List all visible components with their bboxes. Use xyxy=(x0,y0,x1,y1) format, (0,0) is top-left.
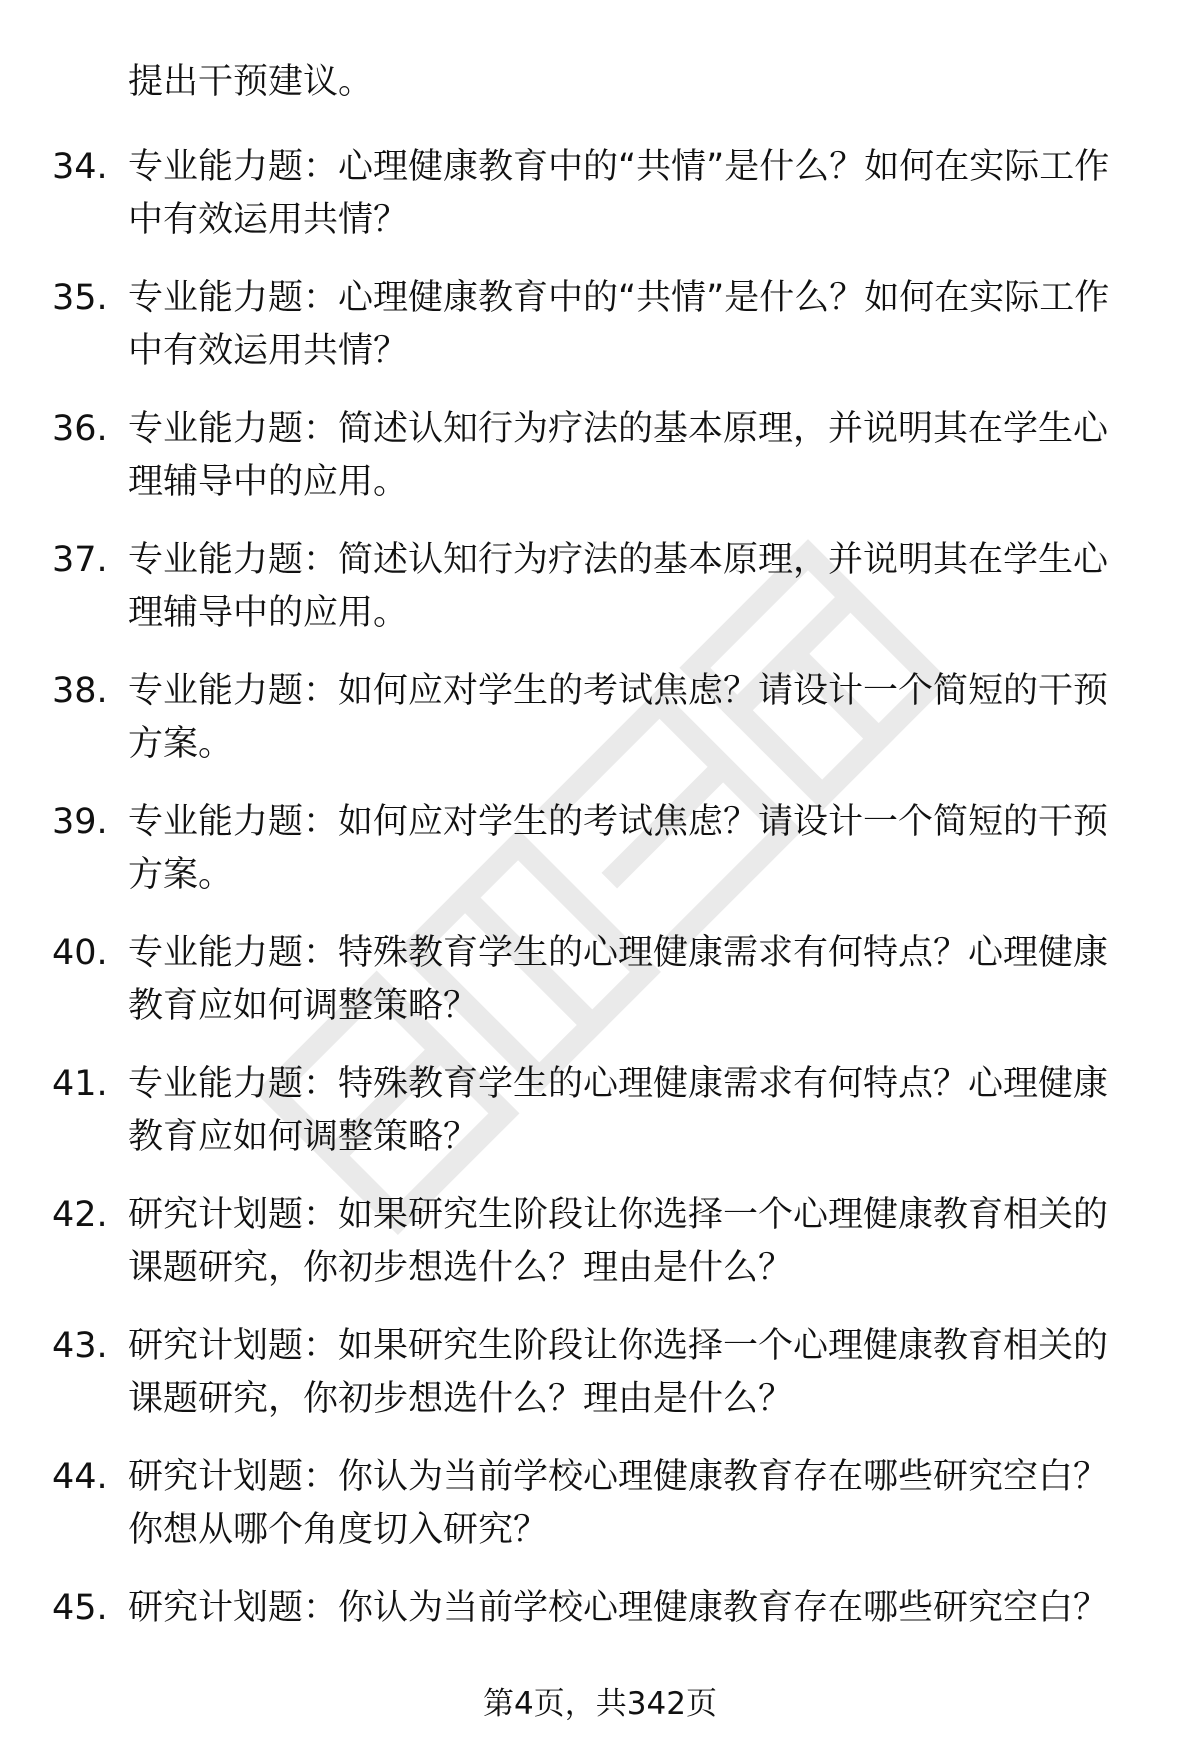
question-text: 专业能力题：简述认知行为疗法的基本原理，并说明其在学生心理辅导中的应用。 xyxy=(128,409,1109,502)
question-number: 40. xyxy=(52,933,108,973)
question-text: 专业能力题：心理健康教育中的“共情”是什么？如何在实际工作中有效运用共情？ xyxy=(128,147,1110,240)
question-text: 研究计划题：如果研究生阶段让你选择一个心理健康教育相关的课题研究，你初步想选什么？理由是什么？ xyxy=(128,1195,1109,1288)
question-number: 34. xyxy=(52,147,108,187)
question-number: 35. xyxy=(52,278,108,318)
list-item xyxy=(0,272,1200,403)
question-number: 39. xyxy=(52,802,108,842)
list-item xyxy=(0,796,1200,927)
question-number: 36. xyxy=(52,409,108,449)
question-number: 37. xyxy=(52,540,108,580)
question-number: 43. xyxy=(52,1326,108,1366)
continuation-text: 提出干预建议。 xyxy=(128,62,374,102)
question-number: 45. xyxy=(52,1588,108,1628)
list-item xyxy=(0,1320,1200,1451)
list-item xyxy=(0,1058,1200,1189)
question-number: 42. xyxy=(52,1195,108,1235)
list-item xyxy=(0,403,1200,534)
list-item xyxy=(0,1189,1200,1320)
question-text: 专业能力题：简述认知行为疗法的基本原理，并说明其在学生心理辅导中的应用。 xyxy=(128,540,1109,633)
question-list xyxy=(0,141,1200,1713)
question-text: 专业能力题：特殊教育学生的心理健康需求有何特点？心理健康教育应如何调整策略？ xyxy=(128,1064,1109,1157)
question-text: 专业能力题：如何应对学生的考试焦虑？请设计一个简短的干预方案。 xyxy=(128,671,1109,764)
question-text: 研究计划题：你认为当前学校心理健康教育存在哪些研究空白？你想从哪个角度切入研究？ xyxy=(128,1457,1109,1550)
page-footer: 第4页，共342页 xyxy=(483,1686,717,1722)
list-item xyxy=(0,927,1200,1058)
question-number: 38. xyxy=(52,671,108,711)
question-text: 专业能力题：特殊教育学生的心理健康需求有何特点？心理健康教育应如何调整策略？ xyxy=(128,933,1109,1026)
list-item xyxy=(0,141,1200,272)
question-text: 研究计划题：如果研究生阶段让你选择一个心理健康教育相关的课题研究，你初步想选什么？理由是什么？ xyxy=(128,1326,1109,1419)
list-item xyxy=(0,1451,1200,1582)
question-number: 41. xyxy=(52,1064,108,1104)
question-text: 专业能力题：如何应对学生的考试焦虑？请设计一个简短的干预方案。 xyxy=(128,802,1109,895)
question-text: 专业能力题：心理健康教育中的“共情”是什么？如何在实际工作中有效运用共情？ xyxy=(128,278,1110,371)
list-item xyxy=(0,534,1200,665)
question-number: 44. xyxy=(52,1457,108,1497)
list-item xyxy=(0,665,1200,796)
question-text: 研究计划题：你认为当前学校心理健康教育存在哪些研究空白？ xyxy=(128,1588,1109,1628)
